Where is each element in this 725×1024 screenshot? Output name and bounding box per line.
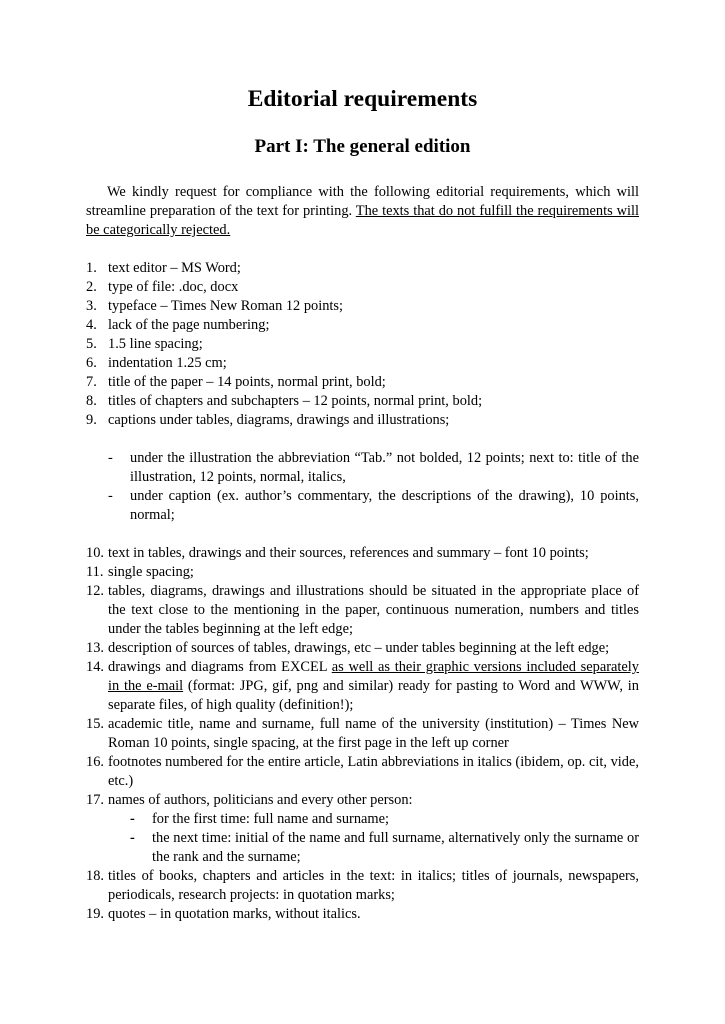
item-text: text editor – MS Word; <box>108 260 241 276</box>
sublist-item <box>86 810 639 829</box>
item-text: text in tables, drawings and their sources, references and summary – font 10 points; <box>108 545 589 561</box>
item-number: 2. <box>86 279 97 295</box>
item-text: academic title, name and surname, full name of the university (institution) – Times New Roman 10 points, single spacing, at the first page in the left up corner <box>108 716 639 751</box>
list-item <box>86 392 639 411</box>
item-text: titles of books, chapters and articles in the text: in italics; titles of journals, newspapers, periodicals, research projects: in quotation marks; <box>108 868 639 903</box>
list-item <box>86 411 639 430</box>
item-number: 8. <box>86 393 97 409</box>
item-number: 14. <box>86 659 104 675</box>
item-number: 11. <box>86 564 104 580</box>
dash-bullet: - <box>130 830 135 846</box>
item-text: captions under tables, diagrams, drawings and illustrations; <box>108 412 450 428</box>
item-text: typeface – Times New Roman 12 points; <box>108 298 344 314</box>
item-text: indentation 1.25 cm; <box>108 355 227 371</box>
item-number: 16. <box>86 754 104 770</box>
list-item <box>86 582 639 639</box>
item-text: drawings and diagrams from EXCEL <box>108 659 332 675</box>
item-number: 4. <box>86 317 97 333</box>
item-number: 6. <box>86 355 97 371</box>
document-body <box>86 183 639 924</box>
item-text: single spacing; <box>108 564 194 580</box>
email-note: as well as their graphic versions included separately in the e-mail <box>108 659 639 694</box>
item-text: type of file: .doc, docx <box>108 279 239 295</box>
list-item <box>86 867 639 905</box>
section-subtitle: Part I: The general edition <box>254 136 471 157</box>
sublist-text: under the illustration the abbreviation “Tab.” not bolded, 12 points; next to: title of the illustration, 12 points, normal, italics, <box>130 450 639 485</box>
item-number: 10. <box>86 545 104 561</box>
item-text: names of authors, politicians and every other person: <box>108 792 413 808</box>
caption-sublist <box>86 449 639 525</box>
page-title: Editorial requirements <box>247 86 478 112</box>
sublist-item <box>86 829 639 867</box>
dash-bullet: - <box>108 488 113 504</box>
list-item <box>86 335 639 354</box>
item-number: 12. <box>86 583 104 599</box>
requirements-list-b <box>86 544 639 924</box>
list-item <box>86 259 639 278</box>
item-number: 15. <box>86 716 104 732</box>
item-number: 1. <box>86 260 97 276</box>
item-number: 13. <box>86 640 104 656</box>
list-item <box>86 791 639 867</box>
list-item <box>86 658 639 715</box>
item-text: description of sources of tables, drawings, etc – under tables beginning at the left edge; <box>108 640 610 656</box>
names-sublist <box>86 810 639 867</box>
sublist-item <box>86 487 639 525</box>
item-number: 3. <box>86 298 97 314</box>
list-item <box>86 905 639 924</box>
item-number: 17. <box>86 792 104 808</box>
list-item <box>86 544 639 563</box>
item-text: footnotes numbered for the entire article, Latin abbreviations in italics (ibidem, op. cit, vide, etc.) <box>108 754 639 789</box>
list-item <box>86 316 639 335</box>
list-item <box>86 297 639 316</box>
item-number: 5. <box>86 336 97 352</box>
item-text: 1.5 line spacing; <box>108 336 203 352</box>
item-text: quotes – in quotation marks, without italics. <box>108 906 361 922</box>
list-item <box>86 278 639 297</box>
list-item <box>86 373 639 392</box>
list-item <box>86 563 639 582</box>
sublist-text: the next time: initial of the name and full surname, alternatively only the surname or the rank and the surname; <box>152 830 639 865</box>
dash-bullet: - <box>108 450 113 466</box>
item-text: lack of the page numbering; <box>108 317 270 333</box>
sublist-text: for the first time: full name and surname; <box>152 811 389 827</box>
intro-text: We kindly request for compliance with the following editorial requirements, which will streamline preparation of the text for printing. <box>86 184 639 219</box>
dash-bullet: - <box>130 811 135 827</box>
list-item <box>86 715 639 753</box>
item-number: 7. <box>86 374 97 390</box>
intro-paragraph <box>86 183 639 240</box>
item-text: title of the paper – 14 points, normal print, bold; <box>108 374 386 390</box>
list-item <box>86 354 639 373</box>
list-item <box>86 639 639 658</box>
item-number: 19. <box>86 906 104 922</box>
item-number: 9. <box>86 412 97 428</box>
list-item <box>86 753 639 791</box>
requirements-list-a <box>86 259 639 430</box>
intro-warning: The texts that do not fulfill the requirements will be categorically rejected. <box>86 203 639 238</box>
sublist-text: under caption (ex. author’s commentary, the descriptions of the drawing), 10 points, normal; <box>130 488 639 523</box>
item-number: 18. <box>86 868 104 884</box>
item-text: tables, diagrams, drawings and illustrations should be situated in the appropriate place of the text close to the mentioning in the paper, continuous numeration, numbers and titles under the tables beginning at the left edge; <box>108 583 639 637</box>
sublist-item <box>86 449 639 487</box>
item-text: titles of chapters and subchapters – 12 points, normal print, bold; <box>108 393 483 409</box>
item-text: (format: JPG, gif, png and similar) ready for pasting to Word and WWW, in separate files, of high quality (definition!); <box>108 678 639 713</box>
